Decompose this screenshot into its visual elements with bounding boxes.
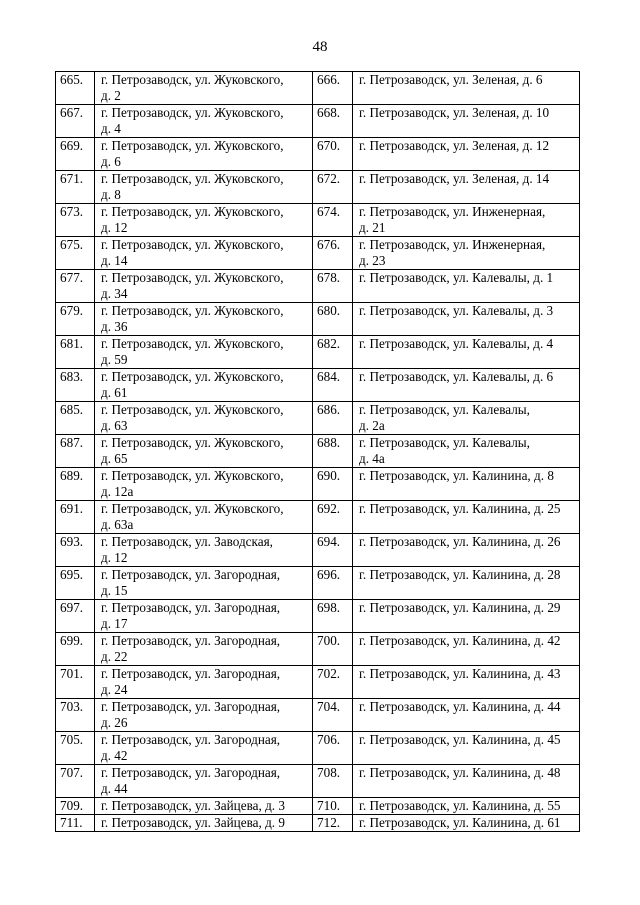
address-line: д. 12 (101, 550, 128, 565)
address-line: д. 23 (359, 253, 386, 268)
address-line: д. 12 (101, 220, 128, 235)
address-line: д. 8 (101, 187, 121, 202)
row-number: 689. (56, 468, 95, 501)
address-cell (95, 435, 313, 468)
address-cell (95, 171, 313, 204)
address-cell (95, 765, 313, 798)
address-cell (353, 138, 580, 171)
address-line: г. Петрозаводск, ул. Жуковского, (101, 204, 284, 219)
table-row (56, 815, 580, 832)
address-line: д. 59 (101, 352, 128, 367)
row-number: 680. (313, 303, 353, 336)
address-line: д. 2а (359, 418, 385, 433)
address-cell (353, 732, 580, 765)
address-cell (95, 732, 313, 765)
address-line: г. Петрозаводск, ул. Калевалы, д. 6 (359, 369, 554, 384)
address-line: г. Петрозаводск, ул. Загородная, (101, 765, 281, 780)
address-line: д. 36 (101, 319, 128, 334)
address-cell (95, 270, 313, 303)
table-row (56, 171, 580, 204)
row-number: 709. (56, 798, 95, 815)
address-line: д. 24 (101, 682, 128, 697)
address-line: г. Петрозаводск, ул. Калинина, д. 25 (359, 501, 561, 516)
address-cell (353, 765, 580, 798)
row-number: 672. (313, 171, 353, 204)
address-line: г. Петрозаводск, ул. Жуковского, (101, 171, 284, 186)
row-number: 707. (56, 765, 95, 798)
row-number: 694. (313, 534, 353, 567)
address-line: д. 61 (101, 385, 128, 400)
address-cell (95, 600, 313, 633)
row-number: 702. (313, 666, 353, 699)
address-line: г. Петрозаводск, ул. Загородная, (101, 666, 281, 681)
address-line: г. Петрозаводск, ул. Заводская, (101, 534, 273, 549)
table-row (56, 666, 580, 699)
row-number: 700. (313, 633, 353, 666)
address-cell (353, 105, 580, 138)
address-line: г. Петрозаводск, ул. Калевалы, д. 4 (359, 336, 554, 351)
address-cell (353, 402, 580, 435)
table-row (56, 732, 580, 765)
address-line: г. Петрозаводск, ул. Калинина, д. 26 (359, 534, 561, 549)
address-line: г. Петрозаводск, ул. Инженерная, (359, 237, 546, 252)
address-cell (353, 204, 580, 237)
row-number: 697. (56, 600, 95, 633)
address-line: д. 15 (101, 583, 128, 598)
address-line: д. 26 (101, 715, 128, 730)
address-line: г. Петрозаводск, ул. Калевалы, д. 1 (359, 270, 554, 285)
row-number: 674. (313, 204, 353, 237)
address-line: д. 42 (101, 748, 128, 763)
address-line: г. Петрозаводск, ул. Калевалы, д. 3 (359, 303, 554, 318)
table-row (56, 468, 580, 501)
address-line: г. Петрозаводск, ул. Жуковского, (101, 303, 284, 318)
address-cell (95, 699, 313, 732)
address-cell (353, 798, 580, 815)
address-cell (353, 534, 580, 567)
address-line: г. Петрозаводск, ул. Калинина, д. 29 (359, 600, 561, 615)
address-line: г. Петрозаводск, ул. Зеленая, д. 6 (359, 72, 543, 87)
address-line: г. Петрозаводск, ул. Калинина, д. 42 (359, 633, 561, 648)
address-line: г. Петрозаводск, ул. Калевалы, (359, 435, 530, 450)
address-cell (95, 336, 313, 369)
row-number: 708. (313, 765, 353, 798)
address-line: г. Петрозаводск, ул. Жуковского, (101, 435, 284, 450)
address-line: г. Петрозаводск, ул. Калинина, д. 28 (359, 567, 561, 582)
address-cell (353, 72, 580, 105)
address-cell (95, 138, 313, 171)
address-line: г. Петрозаводск, ул. Калинина, д. 45 (359, 732, 561, 747)
row-number: 669. (56, 138, 95, 171)
row-number: 687. (56, 435, 95, 468)
address-line: г. Петрозаводск, ул. Жуковского, (101, 72, 284, 87)
address-cell (353, 666, 580, 699)
row-number: 676. (313, 237, 353, 270)
table-row (56, 600, 580, 633)
address-cell (95, 303, 313, 336)
row-number: 684. (313, 369, 353, 402)
address-table-body (56, 72, 580, 832)
address-line: г. Петрозаводск, ул. Калинина, д. 8 (359, 468, 554, 483)
address-line: д. 14 (101, 253, 128, 268)
address-line: г. Петрозаводск, ул. Калинина, д. 55 (359, 798, 561, 813)
address-line: г. Петрозаводск, ул. Жуковского, (101, 501, 284, 516)
address-line: д. 63а (101, 517, 134, 532)
row-number: 668. (313, 105, 353, 138)
row-number: 692. (313, 501, 353, 534)
row-number: 667. (56, 105, 95, 138)
row-number: 666. (313, 72, 353, 105)
row-number: 698. (313, 600, 353, 633)
table-row (56, 402, 580, 435)
address-line: д. 34 (101, 286, 128, 301)
address-cell (95, 815, 313, 832)
row-number: 682. (313, 336, 353, 369)
row-number: 712. (313, 815, 353, 832)
address-line: д. 22 (101, 649, 128, 664)
row-number: 695. (56, 567, 95, 600)
address-cell (95, 369, 313, 402)
address-line: г. Петрозаводск, ул. Загородная, (101, 699, 281, 714)
row-number: 690. (313, 468, 353, 501)
row-number: 693. (56, 534, 95, 567)
row-number: 665. (56, 72, 95, 105)
address-line: г. Петрозаводск, ул. Зеленая, д. 14 (359, 171, 550, 186)
address-cell (95, 567, 313, 600)
table-row (56, 270, 580, 303)
address-line: г. Петрозаводск, ул. Жуковского, (101, 237, 284, 252)
address-line: д. 4а (359, 451, 385, 466)
table-row (56, 501, 580, 534)
row-number: 711. (56, 815, 95, 832)
address-line: д. 12а (101, 484, 134, 499)
address-line: г. Петрозаводск, ул. Загородная, (101, 633, 281, 648)
address-line: г. Петрозаводск, ул. Зеленая, д. 12 (359, 138, 550, 153)
address-line: г. Петрозаводск, ул. Зайцева, д. 3 (101, 798, 285, 813)
address-line: г. Петрозаводск, ул. Жуковского, (101, 468, 284, 483)
address-line: д. 21 (359, 220, 386, 235)
row-number: 688. (313, 435, 353, 468)
address-table (55, 71, 580, 832)
address-line: д. 63 (101, 418, 128, 433)
table-row (56, 765, 580, 798)
address-cell (353, 567, 580, 600)
address-cell (353, 435, 580, 468)
address-line: г. Петрозаводск, ул. Калинина, д. 43 (359, 666, 561, 681)
row-number: 696. (313, 567, 353, 600)
address-line: д. 4 (101, 121, 121, 136)
address-cell (95, 633, 313, 666)
address-cell (95, 666, 313, 699)
row-number: 699. (56, 633, 95, 666)
table-row (56, 105, 580, 138)
address-line: г. Петрозаводск, ул. Калевалы, (359, 402, 530, 417)
address-line: г. Петрозаводск, ул. Загородная, (101, 732, 281, 747)
address-line: г. Петрозаводск, ул. Жуковского, (101, 336, 284, 351)
address-cell (353, 303, 580, 336)
table-row (56, 435, 580, 468)
row-number: 710. (313, 798, 353, 815)
table-row (56, 534, 580, 567)
row-number: 706. (313, 732, 353, 765)
address-line: г. Петрозаводск, ул. Калинина, д. 44 (359, 699, 561, 714)
address-cell (353, 468, 580, 501)
row-number: 704. (313, 699, 353, 732)
address-line: г. Петрозаводск, ул. Зеленая, д. 10 (359, 105, 550, 120)
address-cell (353, 633, 580, 666)
address-line: д. 2 (101, 88, 121, 103)
address-cell (95, 204, 313, 237)
row-number: 670. (313, 138, 353, 171)
table-row (56, 204, 580, 237)
row-number: 691. (56, 501, 95, 534)
address-line: г. Петрозаводск, ул. Зайцева, д. 9 (101, 815, 285, 830)
row-number: 673. (56, 204, 95, 237)
address-cell (353, 600, 580, 633)
row-number: 683. (56, 369, 95, 402)
address-line: д. 44 (101, 781, 128, 796)
address-line: д. 65 (101, 451, 128, 466)
address-line: г. Петрозаводск, ул. Загородная, (101, 600, 281, 615)
address-line: г. Петрозаводск, ул. Жуковского, (101, 138, 284, 153)
address-line: г. Петрозаводск, ул. Жуковского, (101, 402, 284, 417)
table-row (56, 369, 580, 402)
address-cell (95, 105, 313, 138)
address-line: г. Петрозаводск, ул. Калинина, д. 61 (359, 815, 561, 830)
address-cell (95, 534, 313, 567)
address-cell (95, 72, 313, 105)
page-number: 48 (312, 39, 328, 55)
table-row (56, 633, 580, 666)
address-line: г. Петрозаводск, ул. Жуковского, (101, 369, 284, 384)
row-number: 701. (56, 666, 95, 699)
address-line: г. Петрозаводск, ул. Загородная, (101, 567, 281, 582)
address-cell (353, 336, 580, 369)
table-row (56, 336, 580, 369)
address-cell (95, 798, 313, 815)
address-line: г. Петрозаводск, ул. Калинина, д. 48 (359, 765, 561, 780)
row-number: 703. (56, 699, 95, 732)
row-number: 686. (313, 402, 353, 435)
address-cell (95, 237, 313, 270)
row-number: 677. (56, 270, 95, 303)
address-line: г. Петрозаводск, ул. Инженерная, (359, 204, 546, 219)
address-cell (353, 171, 580, 204)
table-row (56, 237, 580, 270)
address-cell (95, 402, 313, 435)
table-row (56, 567, 580, 600)
address-cell (353, 699, 580, 732)
row-number: 681. (56, 336, 95, 369)
address-cell (95, 468, 313, 501)
row-number: 675. (56, 237, 95, 270)
row-number: 679. (56, 303, 95, 336)
address-line: г. Петрозаводск, ул. Жуковского, (101, 105, 284, 120)
table-row (56, 699, 580, 732)
row-number: 678. (313, 270, 353, 303)
address-line: д. 6 (101, 154, 121, 169)
address-cell (95, 501, 313, 534)
row-number: 671. (56, 171, 95, 204)
row-number: 685. (56, 402, 95, 435)
address-cell (353, 369, 580, 402)
address-cell (353, 237, 580, 270)
table-row (56, 303, 580, 336)
address-line: г. Петрозаводск, ул. Жуковского, (101, 270, 284, 285)
address-cell (353, 815, 580, 832)
address-line: д. 17 (101, 616, 128, 631)
table-row (56, 798, 580, 815)
table-row (56, 138, 580, 171)
row-number: 705. (56, 732, 95, 765)
address-cell (353, 270, 580, 303)
address-cell (353, 501, 580, 534)
table-row (56, 72, 580, 105)
